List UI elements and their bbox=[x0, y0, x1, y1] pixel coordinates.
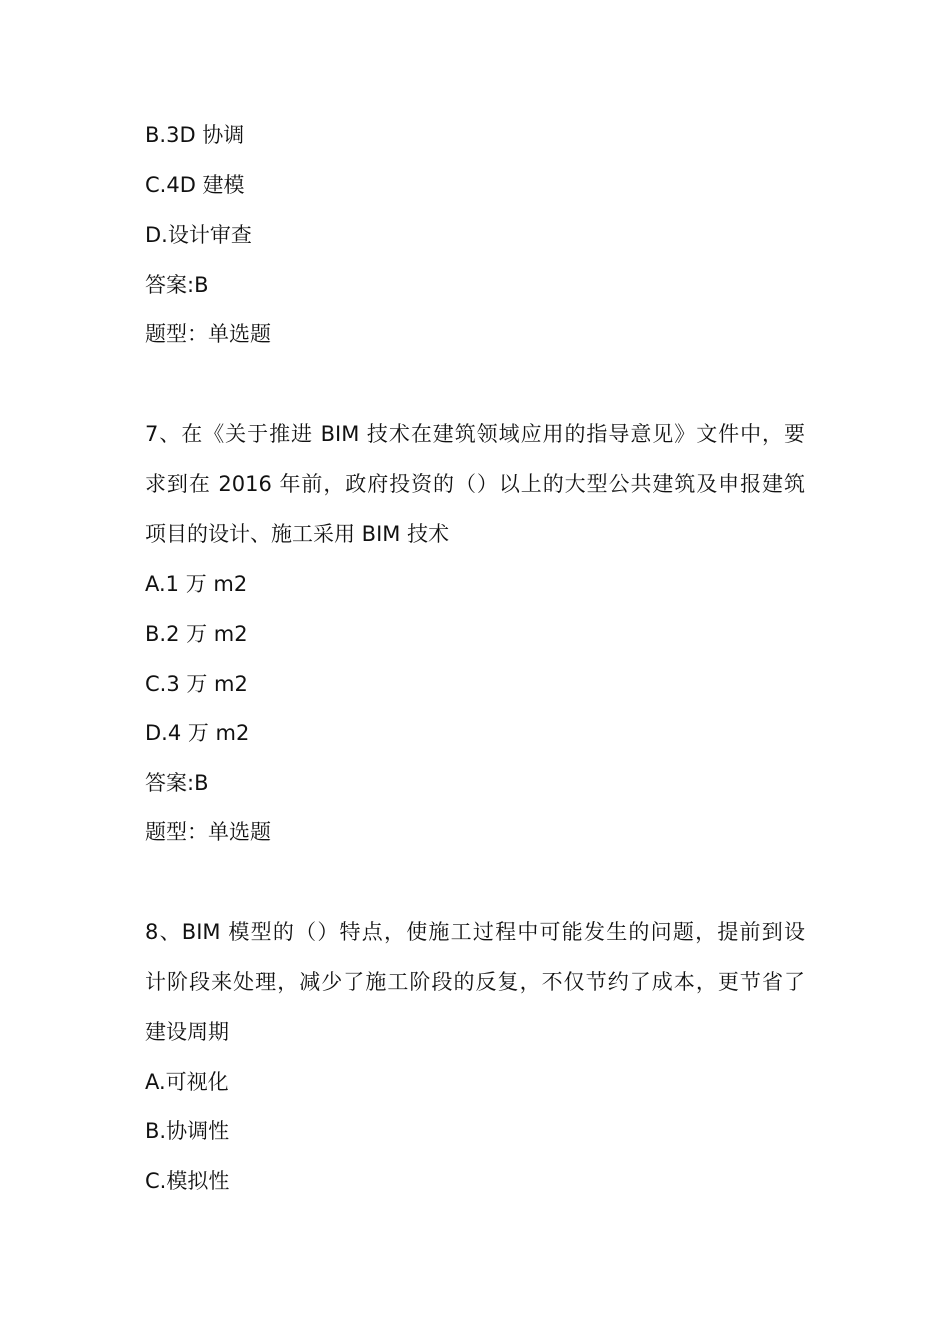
q7-option-d: D.4 万 m2 bbox=[145, 721, 250, 745]
q8-option-b: B.协调性 bbox=[145, 1119, 230, 1143]
q6-option-d: D.设计审查 bbox=[145, 223, 252, 247]
q6-option-c: C.4D 建模 bbox=[145, 173, 245, 197]
q6-answer: 答案:B bbox=[145, 273, 209, 297]
q7-stem-line-1: 7、在《关于推进 BIM 技术在建筑领域应用的指导意见》文件中，要 bbox=[145, 422, 805, 446]
q7-answer: 答案:B bbox=[145, 771, 209, 795]
q8-stem-line-3: 建设周期 bbox=[145, 1020, 229, 1044]
q8-stem-line-2: 计阶段来处理，减少了施工阶段的反复，不仅节约了成本，更节省了 bbox=[145, 970, 805, 994]
q6-question-type: 题型：单选题 bbox=[145, 322, 271, 346]
q8-option-a: A.可视化 bbox=[145, 1070, 229, 1094]
q7-option-c: C.3 万 m2 bbox=[145, 672, 248, 696]
q7-stem-line-2: 求到在 2016 年前，政府投资的（）以上的大型公共建筑及申报建筑 bbox=[145, 472, 805, 496]
q6-option-b: B.3D 协调 bbox=[145, 123, 245, 147]
q7-option-a: A.1 万 m2 bbox=[145, 572, 248, 596]
q7-question-type: 题型：单选题 bbox=[145, 820, 271, 844]
q8-stem-line-1: 8、BIM 模型的（）特点，使施工过程中可能发生的问题，提前到设 bbox=[145, 920, 805, 944]
q7-stem-line-3: 项目的设计、施工采用 BIM 技术 bbox=[145, 522, 450, 546]
q7-option-b: B.2 万 m2 bbox=[145, 622, 248, 646]
q8-option-c: C.模拟性 bbox=[145, 1169, 230, 1193]
